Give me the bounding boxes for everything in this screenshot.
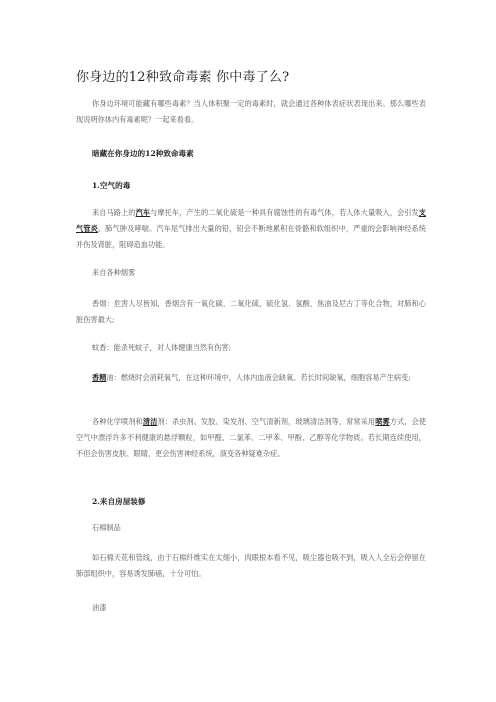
heading-home-renovation: 2.来自房屋装修 [92, 497, 146, 506]
keyword-link-spray[interactable]: 喷雾 [375, 417, 390, 426]
paragraph-chemical-sprays: 各种化学喷剂和清洁剂：杀虫剂、发胶、染发剂、空气清新剂，玻璃清洁剂等，常常采用喷雾方式，会使空气中漂浮许多不利健康的悬浮颗粒，如甲醛、二氯苯、二甲苯、甲酚、乙醇等化学物质。若长期连续使用，不但会伤害皮肤、眼睛，更会伤害神经系统，演变各种疑难杂症。 [76, 417, 426, 458]
section-heading: 暗藏在你身边的12种致命毒素 [92, 149, 194, 158]
intro-paragraph: 你身边环境可能藏有哪些毒素？当人体积聚一定的毒素时，就会通过各种体表症状表现出来。那么哪些表现说明你体内有毒素呢？一起来看看。 [76, 99, 426, 124]
keyword-link-essence[interactable]: 香精 [92, 373, 107, 382]
paragraph-essential-oil: 香精油：燃烧时会消耗氧气，在这种环境中，人体内血液会缺氧。若长时间缺氧，细胞容易产生病变; [92, 373, 411, 382]
paragraph-cigarette: 香烟：危害人尽皆知，香烟含有一氧化碳、二氧化硫，硫化氢、氢酸、焦油及尼古丁等化合物，对肺和心脏伤害最大; [76, 299, 426, 324]
paragraph-asbestos: 如石棉天花和管线，由于石棉纤维实在太细小，肉眼根本看不见，吸尘器也吸不到，吸入人全后会停留在肺部组织中，容易诱发肺癌，十分可怕。 [76, 553, 426, 578]
keyword-link-bronchitis[interactable]: 支气管炎 [76, 208, 426, 233]
paragraph-smoke-heading: 来自各种烟雾 [92, 268, 136, 277]
keyword-link-cleaning[interactable]: 清洁 [142, 417, 158, 426]
paragraph-mosquito-coil: 蚊香：能杀死蚊子，对人体健康当然有伤害; [92, 343, 231, 352]
paragraph-asbestos-heading: 石棉制品 [92, 523, 121, 532]
paragraph-paint-heading: 油漆 [92, 603, 107, 612]
heading-air-toxins: 1.空气的毒 [92, 181, 131, 190]
keyword-link-car[interactable]: 汽车 [135, 208, 151, 217]
paragraph-car-exhaust: 来自马路上的汽车与摩托车，产生的二氧化硫是一种具有腐蚀性的有毒气体，若人体大量吸入，会引发支气管炎、肺气肿及哮喘。汽车尾气排出大量的铅，铅会不断地累积在骨骼和软组织中，严重的会影响神经系统并伤及肾脏，阻碍造血功能。 [76, 208, 426, 249]
page-title: 你身边的12种致命毒素 你中毒了么? [76, 70, 290, 85]
